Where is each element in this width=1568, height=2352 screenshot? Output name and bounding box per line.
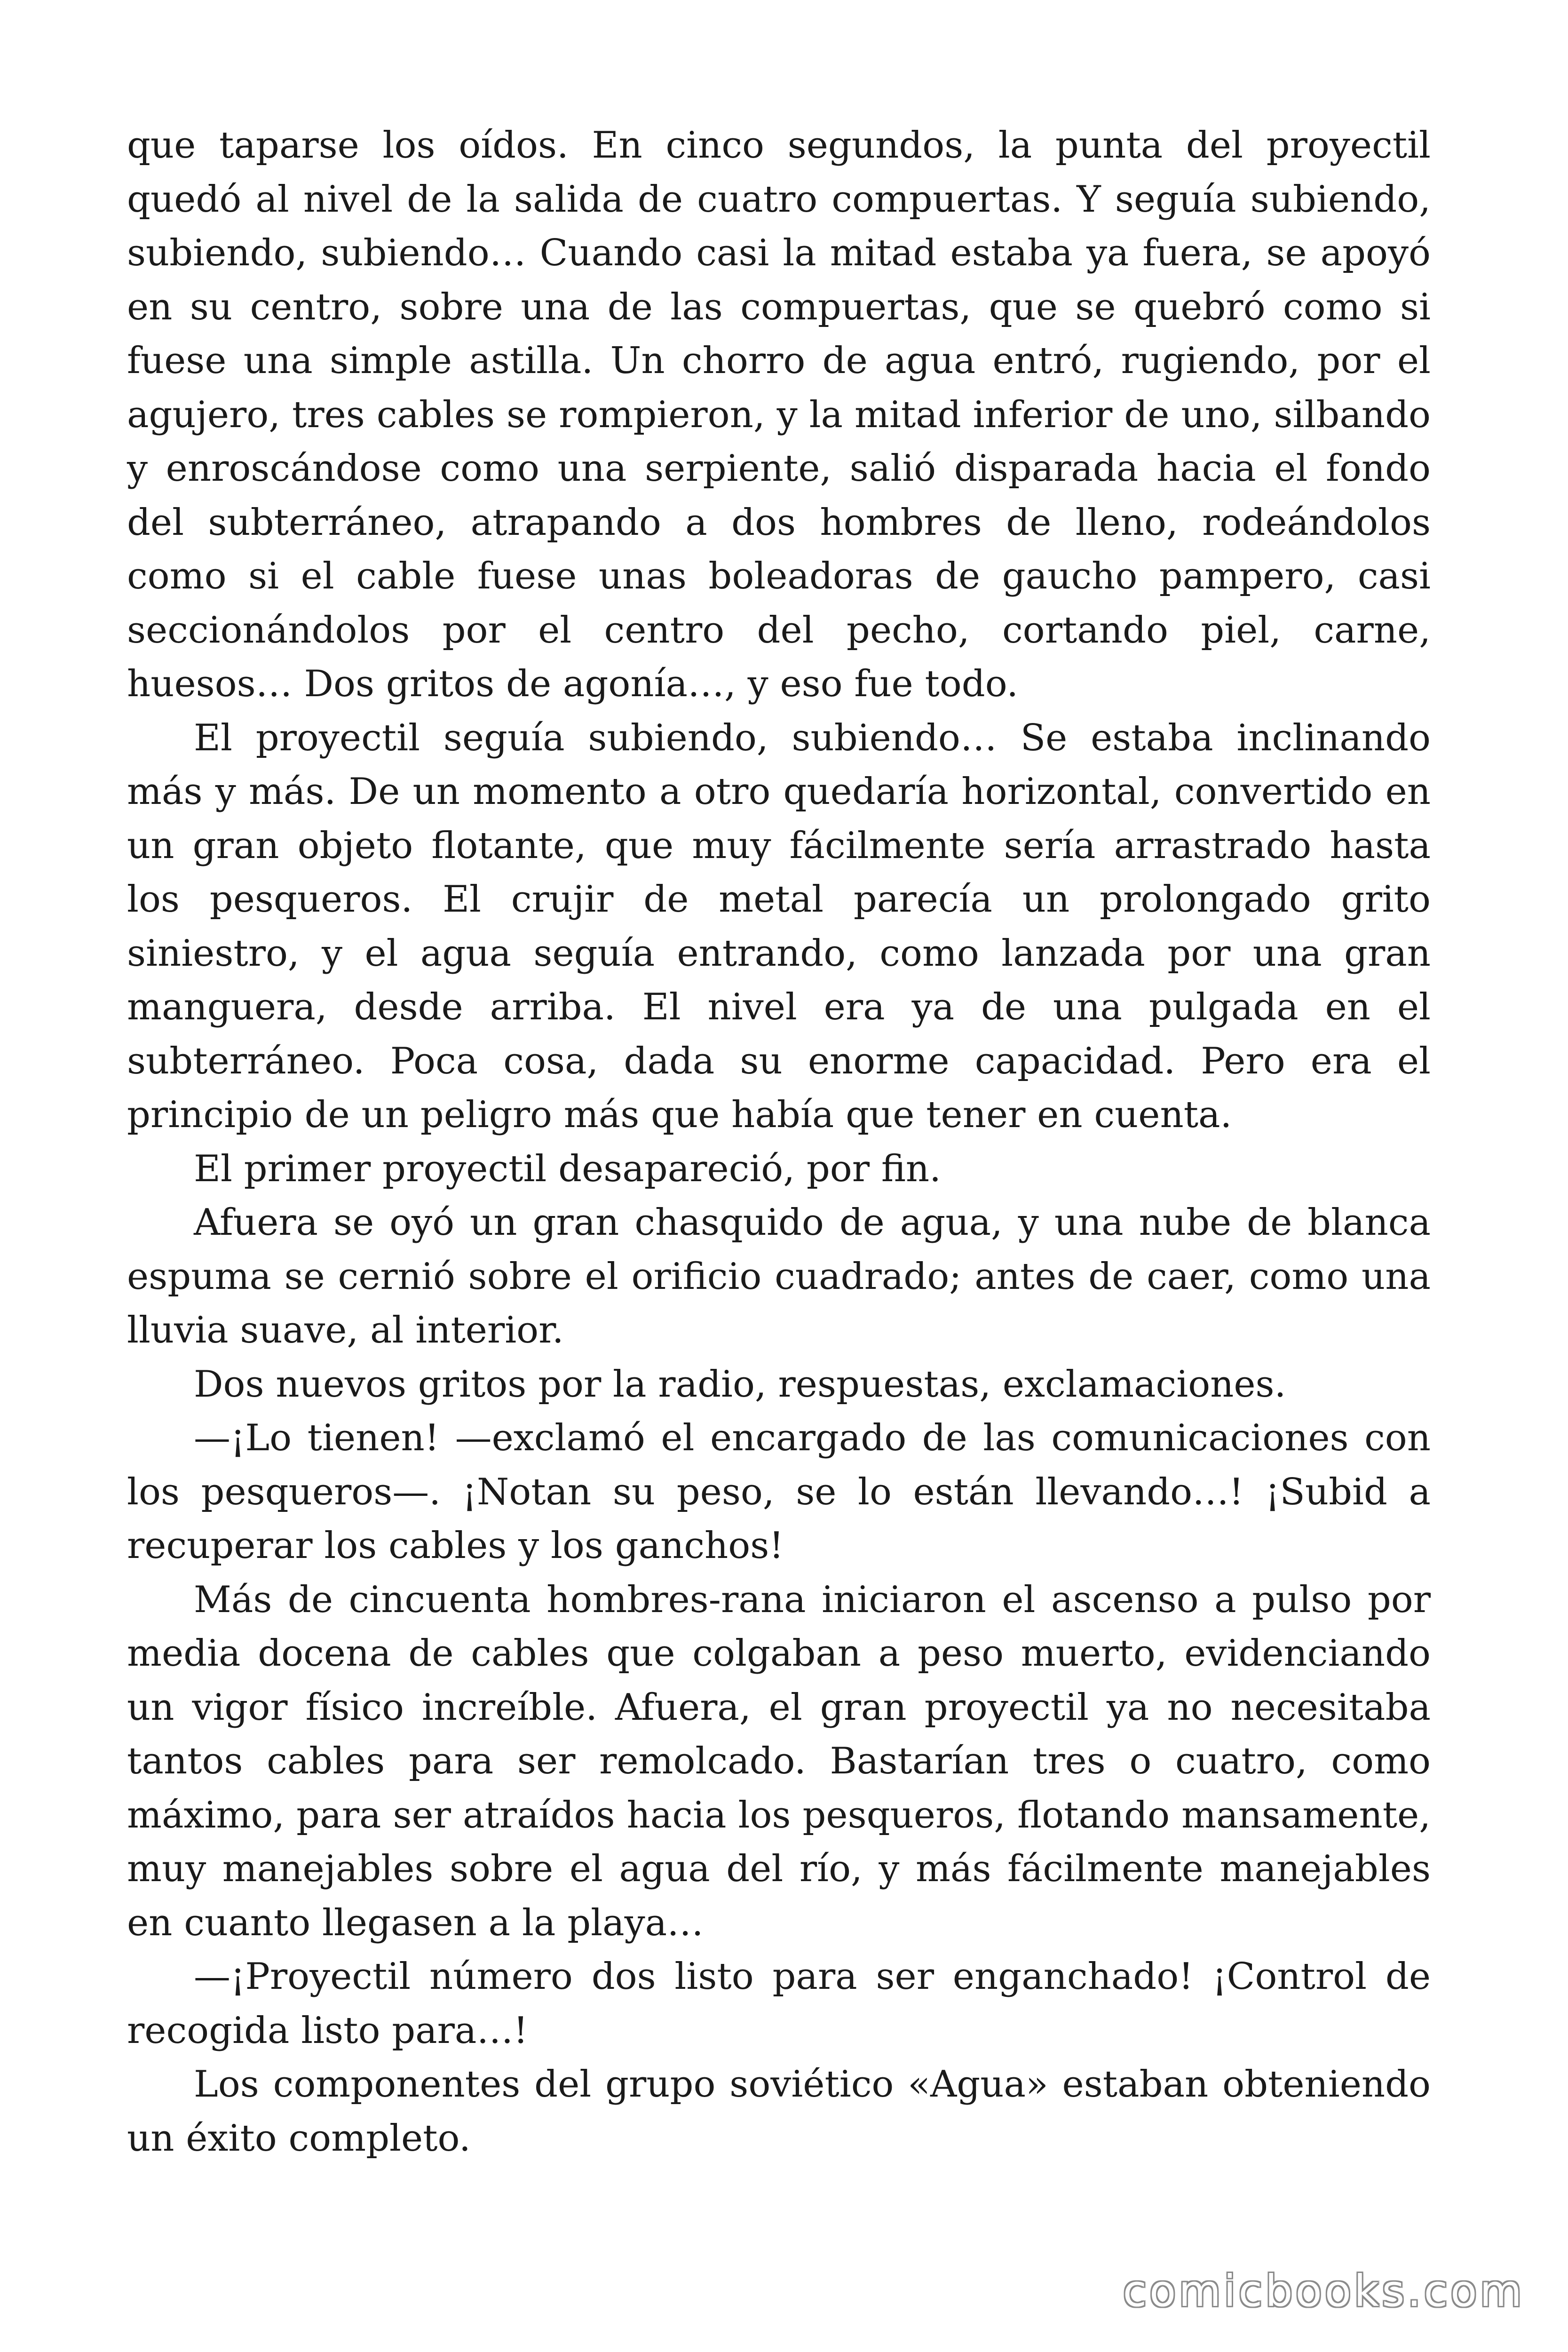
paragraph-2: El proyectil seguía subiendo, subiendo… Se estaba inclinando más y más. De un momento a otro quedaría horizontal, convertido en un gran objeto flotante, que muy fácilmente sería arrastrado hasta los pesqueros. El crujir de metal parecía un prolongado grito siniestro, y el agua seguía entrando, como lanzada por una gran manguera, desde arriba. El nivel era ya de una pulgada en el subterráneo. Poca cosa, dada su enorme capacidad. Pero era el principio de un peligro más que había que tener en cuenta.: [127, 716, 1431, 1136]
page-body: [127, 119, 1431, 2165]
paragraph-5: Dos nuevos gritos por la radio, respuestas, exclamaciones.: [194, 1363, 1286, 1406]
paragraph-8: —¡Proyectil número dos listo para ser enganchado! ¡Control de recogida listo para…!: [127, 1955, 1431, 2052]
paragraph-1: que taparse los oídos. En cinco segundos, la punta del proyectil quedó al nivel de la salida de cuatro compuertas. Y seguía subiendo, subiendo, subiendo… Cuando casi la mitad estaba ya fuera, se apoyó en su centro, sobre una de las compuertas, que se quebró como si fuese una simple astilla. Un chorro de agua entró, rugiendo, por el agujero, tres cables se rompieron, y la mitad inferior de uno, silbando y enroscándose como una serpiente, salió disparada hacia el fondo del subterráneo, atrapando a dos hombres de lleno, rodeándolos como si el cable fuese unas boleadoras de gaucho pampero, casi seccionándolos por el centro del pecho, cortando piel, carne, huesos… Dos gritos de agonía…, y eso fue todo.: [127, 124, 1431, 705]
watermark: comicbooks.com: [1123, 2266, 1525, 2316]
paragraph-7: Más de cincuenta hombres-rana iniciaron el ascenso a pulso por media docena de cables que colgaban a peso muerto, evidenciando un vigor físico increíble. Afuera, el gran proyectil ya no necesitaba tantos cables para ser remolcado. Bastarían tres o cuatro, como máximo, para ser atraídos hacia los pesqueros, flotando mansamente, muy manejables sobre el agua del río, y más fácilmente manejables en cuanto llegasen a la playa…: [127, 1578, 1431, 1944]
paragraph-6: —¡Lo tienen! —exclamó el encargado de las comunicaciones con los pesqueros—. ¡Notan su peso, se lo están llevando…! ¡Subid a recuperar los cables y los ganchos!: [127, 1417, 1431, 1567]
paragraph-9: Los componentes del grupo soviético «Agua» estaban obteniendo un éxito completo.: [127, 2063, 1431, 2160]
paragraph-3: El primer proyectil desapareció, por fin.: [194, 1147, 941, 1190]
paragraph-4: Afuera se oyó un gran chasquido de agua, y una nube de blanca espuma se cernió sobre el orificio cuadrado; antes de caer, como una lluvia suave, al interior.: [127, 1201, 1431, 1351]
